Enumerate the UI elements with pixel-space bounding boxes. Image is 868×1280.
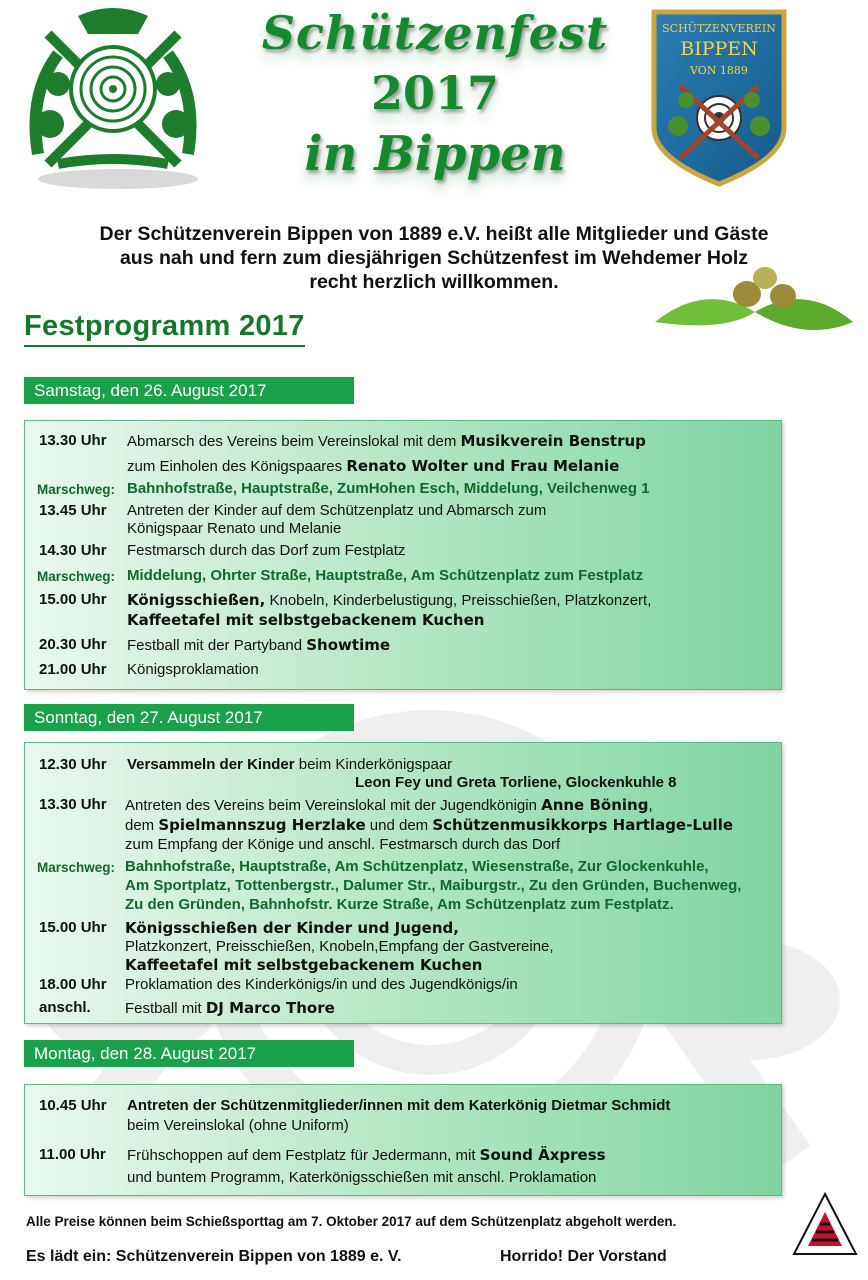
sun-time-2: 13.30 Uhr: [39, 796, 107, 813]
sun-dj-name: DJ Marco Thore: [205, 999, 335, 1017]
sat-event-4-text-d: Preisschießen, Platzkonzert,: [461, 592, 652, 609]
mon-event-1-line-1: Antreten der Schützenmitglieder/innen mit dem Katerkönig Dietmar Schmidt: [127, 1097, 671, 1114]
sun-time-5: anschl.: [39, 999, 91, 1016]
sat-route-1: Bahnhofstraße, Hauptstraße, ZumHohen Esch, Middelung, Veilchenweg 1: [127, 480, 650, 497]
badge-top-text: SCHÜTZENVEREIN: [662, 22, 776, 35]
prizes-note: Alle Preise können beim Schießsporttag am 7. Oktober 2017 auf dem Schützenplatz abgeholt werden.: [26, 1214, 677, 1229]
sun-time-3: 15.00 Uhr: [39, 919, 107, 936]
sat-event-1-line-2: [127, 457, 619, 475]
sun-event-1-line-1: [127, 756, 452, 773]
monday-header: Montag, den 28. August 2017: [24, 1040, 354, 1067]
sun-time-4: 18.00 Uhr: [39, 976, 107, 993]
sun-event-5-text: Festball mit: [125, 1000, 206, 1017]
sun-route-label: Marschweg:: [37, 860, 116, 875]
badge-shield-icon: [650, 8, 788, 188]
club-badge: [650, 8, 788, 188]
sat-event-1-text-2: zum Einholen des Königspaares: [127, 458, 347, 475]
sun-event-3-line-3: Kaffeetafel mit selbstgebackenem Kuchen: [125, 956, 483, 974]
sat-event-2-line-2: Königspaar Renato und Melanie: [127, 520, 342, 537]
sunday-header: Sonntag, den 27. August 2017: [24, 704, 354, 731]
mon-event-2-line-1: [127, 1146, 606, 1164]
sat-route-label-2: Marschweg:: [37, 569, 116, 584]
sat-royal-couple: Renato Wolter und Frau Melanie: [346, 457, 620, 475]
monday-program-box: [24, 1084, 782, 1196]
invitation-line: Es lädt ein: Schützenverein Bippen von 1889 e. V.: [26, 1248, 402, 1265]
target-wreath-emblem-icon: [18, 4, 208, 194]
title-line-1: Schützenfest: [261, 6, 609, 60]
sponsor-stamp-logo: [790, 1190, 860, 1260]
saturday-program-box: [24, 420, 782, 690]
welcome-line-2: aus nah und fern zum diesjährigen Schützenfest im Wehdemer Holz: [119, 247, 749, 269]
sun-event-1-text-b: beim Kinderkönigspaar: [294, 756, 453, 773]
sun-event-3-line-2: Platzkonzert, Preisschießen, Knobeln,Empfang der Gastvereine,: [125, 938, 554, 955]
title-line-3: in Bippen: [304, 126, 566, 182]
mon-event-1-line-2: beim Vereinslokal (ohne Uniform): [127, 1117, 349, 1134]
sat-time-2: 13.45 Uhr: [39, 502, 107, 519]
mon-time-1: 10.45 Uhr: [39, 1097, 107, 1114]
sun-band-2: Schützenmusikkorps Hartlage-Lulle: [432, 816, 734, 834]
sun-event-2-comma: ,: [648, 797, 653, 814]
sat-time-5: 20.30 Uhr: [39, 636, 107, 653]
sun-route-line-1: Bahnhofstraße, Hauptstraße, Am Schützenplatz, Wiesenstraße, Zur Glockenkuhle,: [125, 858, 709, 875]
sat-event-4-text-c: Kinderbelustigung,: [332, 592, 462, 609]
sat-event-4-text-b: Knobeln,: [265, 592, 333, 609]
badge-name-text: BIPPEN: [680, 38, 758, 60]
sat-event-1: [127, 432, 646, 450]
sponsor-triangle-icon: [790, 1190, 860, 1260]
sun-event-2-text-e: dem: [125, 817, 159, 834]
sat-time-1: 13.30 Uhr: [39, 432, 107, 449]
sat-event-1-text: Abmarsch des Vereins beim Vereinslokal mit dem: [127, 433, 461, 450]
welcome-line-1: Der Schützenverein Bippen von 1889 e.V. heißt alle Mitglieder und Gäste: [99, 223, 769, 245]
sat-time-4: 15.00 Uhr: [39, 591, 107, 608]
sun-event-1-text: Versammeln der Kinder: [127, 756, 295, 773]
sun-child-royals: Leon Fey und Greta Torliene, Glockenkuhle 8: [355, 774, 677, 791]
sun-time-1: 12.30 Uhr: [39, 756, 107, 773]
sun-event-5: [125, 999, 335, 1017]
title-line-2: 2017: [370, 66, 500, 120]
badge-year-text: VON 1889: [690, 64, 748, 77]
sun-route-line-3: Zu den Gründen, Bahnhofstr. Kurze Straße, Am Schützenplatz zum Festplatz.: [125, 896, 674, 913]
sat-event-4-line-1: [127, 591, 651, 609]
sat-route-label-1: Marschweg:: [37, 482, 116, 497]
sat-route-2: Middelung, Ohrter Straße, Hauptstraße, Am Schützenplatz zum Festplatz: [127, 567, 644, 584]
sun-band-1: Spielmannszug Herzlake: [158, 816, 366, 834]
oak-leaves-acorns-icon: [655, 262, 855, 344]
saturday-header: Samstag, den 26. August 2017: [24, 377, 354, 404]
sun-youth-queen: Anne Böning: [541, 796, 649, 814]
sun-route-line-2: Am Sportplatz, Tottenbergstr., Dalumer Str., Maiburgstr., Zu den Gründen, Buchenweg,: [125, 877, 742, 894]
sat-event-6: Königsproklamation: [127, 661, 259, 678]
sat-time-6: 21.00 Uhr: [39, 661, 107, 678]
mon-band-name: Sound Äxpress: [479, 1146, 606, 1164]
mon-event-2-text: Frühschoppen auf dem Festplatz für Jedermann, mit: [127, 1147, 480, 1164]
mon-time-2: 11.00 Uhr: [39, 1146, 106, 1163]
sat-event-4-line-2: Kaffeetafel mit selbstgebackenem Kuchen: [127, 611, 485, 629]
sat-time-3: 14.30 Uhr: [39, 542, 107, 559]
program-title: Festprogramm 2017: [24, 310, 305, 347]
signoff-line: Horrido! Der Vorstand: [500, 1248, 667, 1265]
sun-event-4: Proklamation des Kinderkönigs/in und des Jugendkönigs/in: [125, 976, 518, 993]
sat-kings-shooting: Königsschießen,: [127, 591, 266, 609]
sat-event-5: [127, 636, 390, 654]
sun-event-2-text-g: und dem: [365, 817, 433, 834]
sat-event-2-line-1: Antreten der Kinder auf dem Schützenplatz und Abmarsch zum: [127, 502, 547, 519]
sun-event-2-text-b: der Jugendkönigin: [414, 797, 542, 814]
mon-event-2-line-2: und buntem Programm, Katerkönigsschießen mit anschl. Proklamation: [127, 1169, 597, 1186]
sun-event-2-text-a: Antreten des Vereins beim Vereinslokal mit: [125, 797, 415, 814]
sun-event-2-line-2: [125, 816, 733, 834]
sun-event-2-line-3: zum Empfang der Könige und anschl. Festmarsch durch das Dorf: [125, 836, 561, 853]
sun-event-3-line-1: Königsschießen der Kinder und Jugend,: [125, 919, 459, 937]
sun-event-2-line-1: [125, 796, 653, 814]
sat-band-name: Showtime: [306, 636, 391, 654]
sunday-program-box: [24, 742, 782, 1024]
sat-event-1-band: Musikverein Benstrup: [460, 432, 646, 450]
sat-event-3: Festmarsch durch das Dorf zum Festplatz: [127, 542, 406, 559]
welcome-line-3: recht herzlich willkommen.: [309, 271, 559, 293]
sat-event-5-text: Festball mit der Partyband: [127, 637, 307, 654]
